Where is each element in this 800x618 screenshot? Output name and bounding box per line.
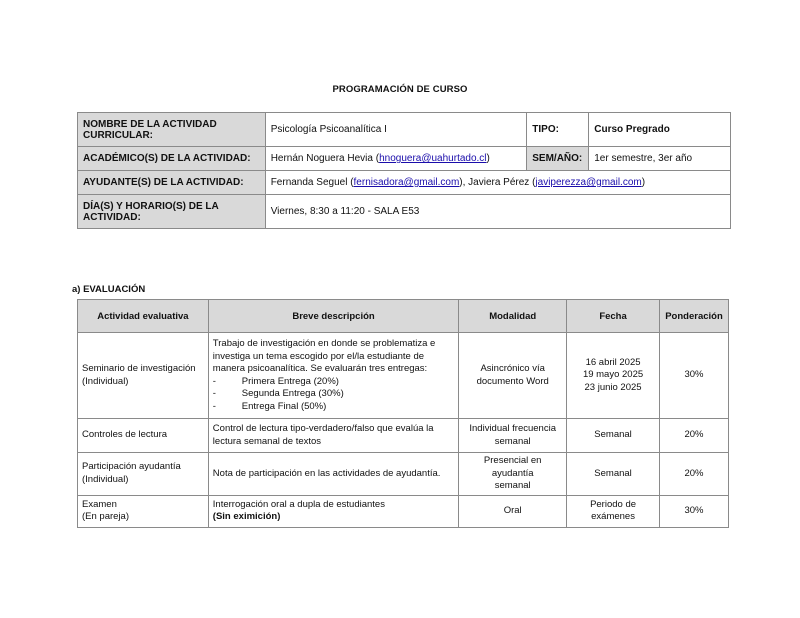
academic-name: Hernán Noguera Hevia ( [270, 153, 380, 164]
weight-cell: 20% [659, 453, 728, 496]
date-line: 19 mayo 2025 [582, 369, 644, 381]
semester-label: SEM/AÑO: [527, 147, 589, 171]
description-text: Interrogación oral a dupla de estudiantes [212, 498, 385, 510]
date-cell: Semanal [567, 453, 660, 496]
header-description: Breve descripción [208, 300, 458, 333]
list-item: - Primera Entrega (20%) [213, 376, 454, 389]
type-label: TIPO: [527, 113, 589, 147]
assistant1-name: Fernanda Seguel ( [270, 177, 354, 188]
date-line: exámenes [591, 511, 635, 522]
info-row-activity [78, 113, 731, 147]
description-cell [208, 495, 458, 527]
activity-cell [78, 333, 209, 419]
modality-cell [459, 333, 567, 419]
info-row-assistants [78, 171, 731, 195]
info-row-schedule [78, 195, 731, 229]
evaluation-header-row [78, 300, 729, 333]
assistants-value [265, 171, 730, 195]
activity-mode: (Individual) [82, 473, 129, 485]
academic-close: ) [486, 153, 490, 164]
header-date: Fecha [567, 300, 660, 333]
table-row [78, 453, 729, 496]
weight-cell: 30% [659, 495, 728, 527]
deliverables-list [213, 376, 454, 414]
evaluation-table [77, 299, 729, 528]
header-modality: Modalidad [459, 300, 567, 333]
table-row [78, 419, 729, 453]
assistant-close: ) [641, 177, 646, 188]
modality-line: Asincrónico vía [480, 363, 545, 374]
description-cell [208, 333, 458, 419]
modality-line: semanal [494, 480, 531, 491]
date-cell [567, 333, 660, 419]
date-cell: Semanal [567, 419, 660, 453]
date-line: 23 junio 2025 [584, 381, 642, 393]
modality-line: Presencial en ayudantía [483, 455, 542, 479]
academic-email-link[interactable]: hnoguera@uahurtado.cl [379, 153, 487, 164]
description-note: (Sin eximición) [212, 511, 281, 522]
date-line: Periodo de [590, 498, 637, 510]
date-cell [567, 495, 660, 527]
evaluation-section-label: a) EVALUACIÓN [72, 284, 146, 295]
activity-name: Participación ayudantía [82, 461, 181, 473]
course-info-table [77, 112, 731, 229]
assistants-label: AYUDANTE(S) DE LA ACTIVIDAD: [78, 171, 266, 195]
activity-name: Seminario de investigación [82, 363, 196, 374]
semester-value: 1er semestre, 3er año [589, 147, 731, 171]
modality-line: Individual frecuencia [469, 423, 556, 434]
modality-cell [459, 453, 567, 496]
weight-cell: 20% [659, 419, 728, 453]
schedule-value: Viernes, 8:30 a 11:20 - SALA E53 [265, 195, 730, 229]
description-text: Trabajo de investigación en donde se problematiza e investiga un tema escogido por el/la estudiante de manera psicoanalítica. Se evaluarán tres entregas: [212, 338, 436, 374]
type-value: Curso Pregrado [589, 113, 731, 147]
activity-label: NOMBRE DE LA ACTIVIDAD CURRICULAR: [78, 113, 266, 147]
activity-mode: (Individual) [82, 375, 129, 387]
description-cell: Nota de participación en las actividades de ayudantía. [208, 453, 458, 496]
schedule-label: DÍA(S) Y HORARIO(S) DE LA ACTIVIDAD: [78, 195, 266, 229]
activity-name: Examen [82, 498, 117, 510]
activity-mode: (En pareja) [82, 511, 129, 522]
academic-label: ACADÉMICO(S) DE LA ACTIVIDAD: [78, 147, 266, 171]
info-row-academic [78, 147, 731, 171]
assistant-separator: ), Javiera Pérez ( [459, 177, 536, 188]
weight-cell: 30% [659, 333, 728, 419]
list-item: - Segunda Entrega (30%) [213, 388, 454, 401]
academic-value [265, 147, 527, 171]
document-title: PROGRAMACIÓN DE CURSO [332, 84, 468, 95]
table-row [78, 495, 729, 527]
description-cell: Control de lectura tipo-verdadero/falso que evalúa la lectura semanal de textos [208, 419, 458, 453]
modality-cell: Oral [459, 495, 567, 527]
modality-line: documento Word [476, 375, 549, 387]
modality-line: semanal [494, 435, 531, 447]
activity-cell: Controles de lectura [78, 419, 209, 453]
activity-cell [78, 453, 209, 496]
table-row [78, 333, 729, 419]
activity-value: Psicología Psicoanalítica I [265, 113, 527, 147]
assistant2-email-link[interactable]: javiperezza@gmail.com [535, 177, 642, 188]
date-line: 16 abril 2025 [585, 356, 641, 368]
header-weight: Ponderación [659, 300, 728, 333]
modality-cell [459, 419, 567, 453]
assistant1-email-link[interactable]: fernisadora@gmail.com [353, 177, 460, 188]
list-item: - Entrega Final (50%) [213, 401, 454, 414]
header-activity: Actividad evaluativa [78, 300, 209, 333]
activity-cell [78, 495, 209, 527]
